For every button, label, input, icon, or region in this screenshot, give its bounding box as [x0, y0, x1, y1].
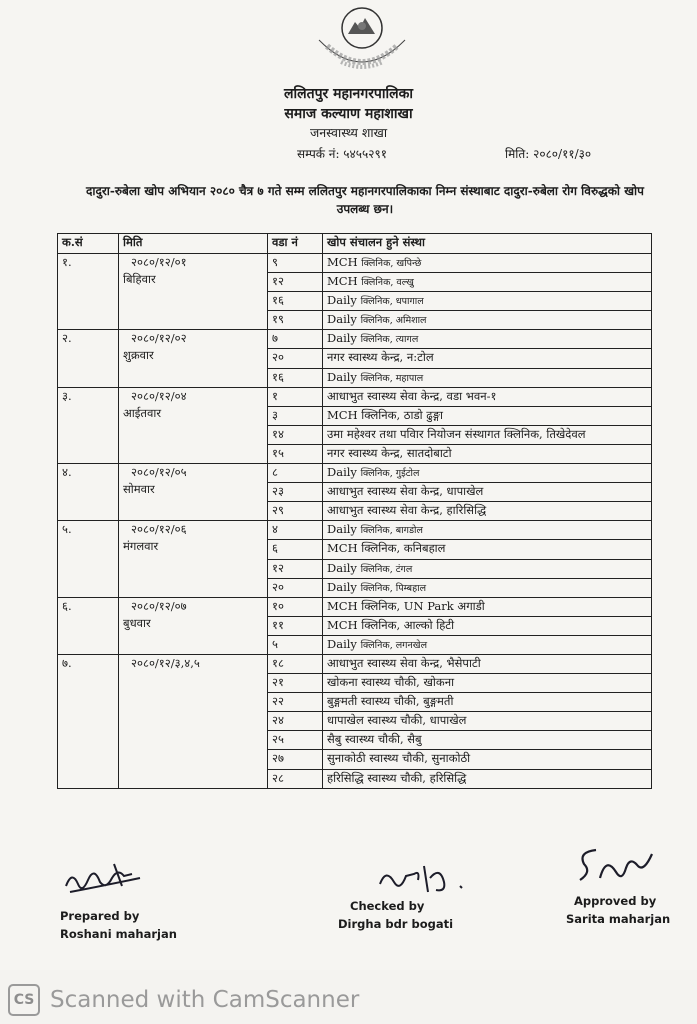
row-site-name: खोकना स्वास्थ्य चौकी, खोकना [327, 675, 455, 690]
row-site-name: Daily [327, 312, 357, 327]
row-site [323, 502, 652, 521]
row-site-name: नगर स्वास्थ्य केन्द्र, सातदोबाटो [327, 445, 452, 460]
row-site-name: Daily [327, 560, 357, 575]
row-date: २०८०/१२/०६ [131, 522, 187, 537]
row-day: सोमवार [123, 482, 155, 497]
row-day: बिहिवार [123, 272, 156, 286]
row-ward: २४ [268, 712, 323, 731]
row-site [323, 693, 652, 712]
row-site [323, 654, 652, 673]
row-site-detail: क्लिनिक, महापाल [360, 372, 424, 384]
row-sn: १. [58, 254, 119, 330]
camscanner-text: Scanned with CamScanner [50, 987, 360, 1013]
row-day: बुधवार [123, 615, 151, 630]
contact-number: सम्पर्क नं: ५४५५२९१ [297, 147, 387, 161]
row-site-name: Daily [327, 579, 357, 594]
row-site-name: सैबु स्वास्थ्य चौकी, सैबु [327, 732, 422, 747]
row-ward: १६ [268, 368, 323, 387]
row-site-name: Daily [327, 331, 357, 346]
row-site [323, 731, 652, 750]
section-name: जनस्वास्थ्य शाखा [309, 125, 388, 140]
row-site [323, 483, 652, 502]
table-header-row [58, 234, 652, 254]
row-site [323, 311, 652, 330]
row-site-detail: क्लिनिक, पिम्बहाल [360, 582, 427, 594]
row-date: २०८०/१२/०१ [131, 255, 187, 269]
row-site-name: आधाभुत स्वास्थ्य सेवा केन्द्र, धापाखेल [327, 484, 484, 499]
prepared-signature-icon [62, 856, 152, 900]
row-site [323, 444, 652, 463]
table-row [58, 597, 652, 616]
row-ward: ९ [268, 254, 323, 273]
row-site-name: सुनाकोठी स्वास्थ्य चौकी, सुनाकोठी [327, 751, 471, 766]
row-site [323, 425, 652, 444]
row-ward: २५ [268, 731, 323, 750]
row-ward: ३ [268, 406, 323, 425]
prepared-by-name: Roshani maharjan [60, 927, 177, 941]
row-ward: २९ [268, 502, 323, 521]
row-sn: ७. [58, 654, 119, 788]
row-ward: २० [268, 349, 323, 368]
checked-by-label: Checked by [350, 899, 425, 913]
row-site-name: MCH क्लिनिक, कनिबहाल [327, 541, 446, 556]
row-site-detail: क्लिनिक, धपागाल [360, 296, 424, 308]
row-site-name: MCH [327, 274, 358, 289]
row-site [323, 559, 652, 578]
row-site [323, 769, 652, 788]
row-sn: ३. [58, 387, 119, 463]
row-site-detail: क्लिनिक, खपिन्छे [361, 258, 422, 269]
row-date: २०८०/१२/०२ [131, 331, 187, 346]
row-site [323, 521, 652, 540]
row-site-name: Daily [327, 369, 357, 384]
row-site-name: Daily [327, 522, 357, 537]
camscanner-logo-icon: CS [8, 984, 40, 1016]
header-sn: क.सं [58, 234, 119, 254]
row-day: मंगलवार [123, 539, 159, 554]
row-site-name: धापाखेल स्वास्थ्य चौकी, धापाखेल [327, 713, 467, 728]
row-site-name: आधाभुत स्वास्थ्य सेवा केन्द्र, हारिसिद्धि [327, 503, 487, 518]
approved-signature-icon [570, 842, 660, 888]
row-site [323, 750, 652, 769]
row-ward: २८ [268, 769, 323, 788]
table-row [58, 464, 652, 483]
row-ward: २७ [268, 750, 323, 769]
row-ward: २० [268, 578, 323, 597]
prepared-by-label: Prepared by [60, 909, 140, 923]
org-name: ललितपुर महानगरपालिका [283, 86, 414, 102]
row-ward: १८ [268, 654, 323, 673]
header-ward: वडा नं [268, 234, 323, 254]
header-date: मिति [119, 234, 268, 254]
row-site [323, 712, 652, 731]
row-site [323, 406, 652, 425]
row-site-name: MCH [327, 255, 358, 269]
checked-signature-icon [374, 858, 474, 900]
row-site-name: Daily [327, 465, 357, 480]
row-site-name: MCH क्लिनिक, आल्को हिटी [327, 617, 455, 632]
camscanner-watermark [8, 983, 359, 1017]
row-site [323, 273, 652, 292]
row-site [323, 578, 652, 597]
row-ward: ५ [268, 635, 323, 654]
row-ward: २२ [268, 693, 323, 712]
row-ward: १२ [268, 559, 323, 578]
row-date: २०८०/१२/०४ [131, 388, 187, 403]
row-ward: १६ [268, 292, 323, 311]
row-ward: ७ [268, 330, 323, 349]
approved-by-name: Sarita maharjan [566, 912, 671, 926]
row-ward: ८ [268, 464, 323, 483]
row-site [323, 330, 652, 349]
row-date-cell [119, 254, 268, 330]
row-ward: १० [268, 597, 323, 616]
notice-text: दादुरा-रुबेला खोप अभियान २०८० चैत्र ७ गते सम्म ललितपुर महानगरपालिकाका निम्न संस्थाबाट दादुरा-रुबेला रोग विरुद्धको खोप उपलब्ध छन। [86, 184, 644, 216]
row-site [323, 368, 652, 387]
row-date-cell [119, 597, 268, 654]
row-sn: ४. [58, 464, 119, 521]
row-site-name: उमा महेश्वर तथा पविार नियोजन संस्थागत क्लिनिक, तिखेदेवल [327, 426, 586, 441]
row-ward: २३ [268, 483, 323, 502]
row-site-name: Daily [327, 636, 357, 651]
table-row [58, 330, 652, 349]
row-site-detail: क्लिनिक, गुईटोल [360, 468, 420, 480]
row-sn: २. [58, 330, 119, 387]
vaccination-schedule-table [57, 233, 652, 789]
table-row [58, 254, 652, 273]
row-sn: ६. [58, 597, 119, 654]
checked-by-name: Dirgha bdr bogati [338, 917, 454, 931]
row-date-cell [119, 387, 268, 463]
row-site-detail: क्लिनिक, लगनखेल [360, 639, 428, 651]
row-site [323, 349, 652, 368]
row-ward: १९ [268, 311, 323, 330]
row-ward: ११ [268, 616, 323, 635]
row-site-name: बुङ्गमती स्वास्थ्य चौकी, बुङ्गमती [327, 694, 454, 709]
row-date-cell [119, 654, 268, 788]
row-site [323, 540, 652, 559]
row-date-cell [119, 330, 268, 387]
approved-by-label: Approved by [574, 894, 657, 908]
table-body [58, 254, 652, 789]
row-day: शुक्रवार [123, 348, 154, 363]
row-site [323, 674, 652, 693]
row-date-cell [119, 464, 268, 521]
row-ward: ४ [268, 521, 323, 540]
row-site [323, 616, 652, 635]
row-site-name: हरिसिद्धि स्वास्थ्य चौकी, हरिसिद्धि [327, 770, 467, 785]
row-site-name: MCH क्लिनिक, ठाडो ढुङ्गा [327, 407, 443, 422]
row-ward: १५ [268, 444, 323, 463]
row-ward: २१ [268, 674, 323, 693]
row-site-name: MCH क्लिनिक, UN Park अगाडी [327, 598, 485, 613]
row-site-name: नगर स्वास्थ्य केन्द्र, न:टोल [327, 350, 434, 365]
row-site [323, 387, 652, 406]
header-site: खोप संचालन हुने संस्था [323, 234, 652, 254]
row-site [323, 464, 652, 483]
row-ward: १२ [268, 273, 323, 292]
row-site-detail: क्लिनिक, वल्खु [361, 277, 414, 289]
row-date: २०८०/१२/३,४,५ [131, 655, 200, 670]
row-site-detail: क्लिनिक, बागडोल [360, 525, 423, 537]
row-date: २०८०/१२/०५ [131, 465, 187, 480]
row-day: आईतवार [123, 405, 162, 420]
row-ward: ६ [268, 540, 323, 559]
row-date-cell [119, 521, 268, 597]
row-site [323, 635, 652, 654]
table-row [58, 654, 652, 673]
row-sn: ५. [58, 521, 119, 597]
row-site-name: आधाभुत स्वास्थ्य सेवा केन्द्र, भैसेपाटी [327, 655, 481, 670]
row-ward: १४ [268, 425, 323, 444]
row-date: २०८०/१२/०७ [131, 598, 187, 613]
row-site-name: आधाभुत स्वास्थ्य सेवा केन्द्र, वडा भवन-१ [327, 388, 497, 403]
municipality-emblem-icon [305, 6, 419, 78]
row-ward: १ [268, 387, 323, 406]
table-row [58, 521, 652, 540]
row-site [323, 597, 652, 616]
row-site-detail: क्लिनिक, त्यागल [360, 334, 419, 346]
row-site [323, 292, 652, 311]
row-site-detail: क्लिनिक, टंगल [360, 563, 413, 575]
division-name: समाज कल्याण महाशाखा [284, 106, 413, 122]
row-site [323, 254, 652, 273]
row-site-name: Daily [327, 293, 357, 308]
row-site-detail: क्लिनिक, अमिशाल [360, 315, 427, 327]
document-date: मिति: २०८०/११/३० [505, 147, 592, 161]
table-row [58, 387, 652, 406]
